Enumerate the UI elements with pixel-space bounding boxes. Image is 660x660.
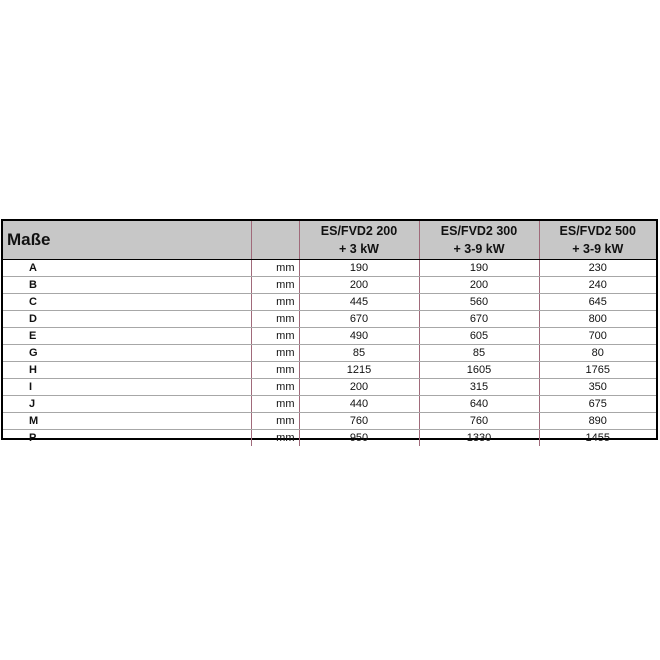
cell-model-300: 1605 (419, 361, 539, 378)
cell-model-500: 675 (539, 395, 656, 412)
row-unit: mm (251, 259, 299, 276)
cell-model-300: 1330 (419, 429, 539, 446)
row-label: M (3, 412, 251, 429)
table-row (3, 344, 656, 361)
header-model-200-line1: ES/FVD2 200 (320, 223, 398, 238)
cell-model-500: 350 (539, 378, 656, 395)
cell-model-200: 85 (299, 344, 419, 361)
row-unit: mm (251, 293, 299, 310)
table-row (3, 310, 656, 327)
row-label: C (3, 293, 251, 310)
row-unit: mm (251, 395, 299, 412)
cell-model-200: 200 (299, 378, 419, 395)
cell-model-500: 230 (539, 259, 656, 276)
row-unit: mm (251, 327, 299, 344)
cell-model-300: 760 (419, 412, 539, 429)
header-model-300-line2: + 3-9 kW (453, 241, 505, 256)
table-row (3, 361, 656, 378)
table-row (3, 293, 656, 310)
cell-model-300: 315 (419, 378, 539, 395)
row-unit: mm (251, 412, 299, 429)
row-label: H (3, 361, 251, 378)
table-row (3, 378, 656, 395)
cell-model-200: 1215 (299, 361, 419, 378)
header-model-500-line1: ES/FVD2 500 (559, 223, 636, 238)
table-row (3, 412, 656, 429)
cell-model-300: 200 (419, 276, 539, 293)
cell-model-300: 85 (419, 344, 539, 361)
cell-model-300: 190 (419, 259, 539, 276)
table-row (3, 327, 656, 344)
table-row (3, 429, 656, 446)
cell-model-300: 560 (419, 293, 539, 310)
cell-model-200: 760 (299, 412, 419, 429)
header-unit (251, 221, 299, 259)
cell-model-300: 605 (419, 327, 539, 344)
row-label: D (3, 310, 251, 327)
cell-model-500: 700 (539, 327, 656, 344)
row-label: J (3, 395, 251, 412)
cell-model-500: 80 (539, 344, 656, 361)
cell-model-200: 670 (299, 310, 419, 327)
header-model-200-line2: + 3 kW (339, 241, 379, 256)
table-body (3, 259, 656, 446)
cell-model-200: 445 (299, 293, 419, 310)
header-model-200 (299, 221, 419, 259)
row-label: P (29, 431, 37, 444)
cell-model-200: 440 (299, 395, 419, 412)
row-unit: mm (251, 344, 299, 361)
header-model-300-line1: ES/FVD2 300 (440, 223, 518, 238)
row-label: A (3, 259, 251, 276)
header-dimensions-label: Maße (3, 221, 251, 259)
header-model-500-line2: + 3-9 kW (572, 241, 624, 256)
table-row (3, 276, 656, 293)
row-unit: mm (251, 429, 299, 446)
row-label: I (3, 378, 251, 395)
dimensions-table-container (1, 219, 658, 444)
cell-model-200: 490 (299, 327, 419, 344)
cell-model-200: 200 (299, 276, 419, 293)
row-unit: mm (251, 276, 299, 293)
cell-model-500: 890 (539, 412, 656, 429)
header-model-500 (539, 221, 656, 259)
row-label: G (3, 344, 251, 361)
cell-model-500: 645 (539, 293, 656, 310)
row-label: E (3, 327, 251, 344)
row-unit: mm (251, 310, 299, 327)
dimensions-table (3, 221, 656, 446)
cell-model-500: 1455 (539, 429, 656, 446)
cell-model-300: 670 (419, 310, 539, 327)
cell-model-500: 240 (539, 276, 656, 293)
header-row (3, 221, 656, 259)
cell-model-300: 640 (419, 395, 539, 412)
cell-model-200: 950 (299, 429, 419, 446)
table-row (3, 259, 656, 276)
row-unit: mm (251, 378, 299, 395)
row-unit: mm (251, 361, 299, 378)
cell-model-200: 190 (299, 259, 419, 276)
table-header (3, 221, 656, 259)
table-row (3, 395, 656, 412)
cell-model-500: 800 (539, 310, 656, 327)
cell-model-500: 1765 (539, 361, 656, 378)
row-label: B (3, 276, 251, 293)
header-model-300 (419, 221, 539, 259)
